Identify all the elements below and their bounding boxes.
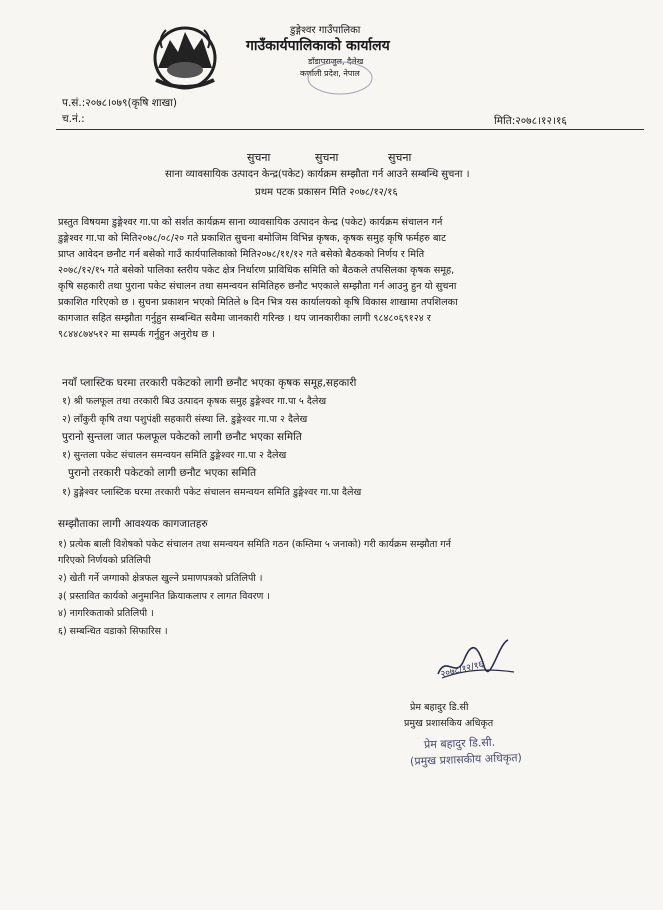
header-divider — [56, 129, 644, 130]
notice-word-2: सुचना — [315, 151, 339, 164]
signatory-name: प्रेम बहादुर डि.सी — [410, 702, 469, 713]
section-heading: पुरानो सुन्तला जात फलफूल पकेटको लागी छनौट भएका समिति — [62, 431, 302, 443]
document-item: ४) नागरिकताको प्रतिलिपी । — [58, 608, 154, 619]
municipality-name: डुङ्गेश्वर गाउँपालिका — [290, 25, 361, 36]
list-item: १) सुन्तला पकेट संचालन समन्वयन समिति डुङ्गेश्वर गा.पा २ दैलेख — [62, 450, 287, 461]
seal-title: (प्रमुख प्रशासकीय अधिकृत) — [409, 751, 523, 768]
body-line: कागजात सहित सम्झौता गर्नुहुन सम्बन्धित सवैमा जानकारी गरिन्छ । थप जानकारीका लागी ९८४८०६९१२४ र — [58, 313, 431, 324]
document-item: ६) सम्बन्धित वडाको सिफारिस । — [58, 626, 168, 637]
first-publication-date: प्रथम पटक प्रकासन मिति २०७८/१२/१६ — [255, 187, 398, 198]
list-item: १) डुङ्गेश्वर प्लास्टिक घरमा तरकारी पकेट संचालन समन्वयन समिति डुङ्गेश्वर गा.पा दैलेख — [62, 487, 362, 498]
list-item: १) श्री फलफूल तथा तरकारी बिउ उत्पादन कृषक समुह डुङ्गेश्वर गा.पा ५ दैलेख — [62, 396, 327, 407]
body-line: प्रकाशित गरिएको छ । सुचना प्रकाशन भएको मितिले ७ दिन भित्र यस कार्यालयको कृषि विकास शाखामा तपशिलका — [58, 297, 458, 308]
notice-subject: साना व्यावसायिक उत्पादन केन्द्र(पकेट) कार्यक्रम सम्झौता गर्न आउने सम्बन्धि सुचना । — [165, 169, 470, 180]
address-line-1: डाँडापराजुल, दैलेख — [308, 57, 364, 66]
dispatch-number: च.नं.: — [62, 113, 85, 125]
body-line: कृषि सहकारी तथा पुराना पकेट संचालन तथा समन्वयन समितिहरु छनौट भएकाले सम्झौता गर्न आउनु हुन यो सुचना — [58, 281, 457, 292]
notice-word-3: सुचना — [388, 151, 412, 164]
body-line: प्रस्तुत विषयमा डुङ्गेश्वर गा.पा को सर्शत कार्यक्रम साना व्यावसायिक उत्पादन केन्द्र (पकेट) कार्यक्रम संचालन गर्न — [58, 217, 443, 228]
handwritten-date: २०७८/१२/१६ — [439, 659, 485, 681]
body-line: ९८४४८७४५१२ मा सम्पर्क गर्नुहुन अनुरोध छ । — [58, 329, 215, 340]
seal-name: प्रेम बहादुर डि.सी. — [423, 735, 496, 752]
document-item: गरिएको निर्णयको प्रतिलिपी — [58, 555, 151, 566]
section-heading: पुरानो तरकारी पकेटको लागी छनौट भएका समिति — [68, 467, 257, 479]
body-line: २०७८/१२/१५ गते बसेको पालिका स्तरीय पकेट क्षेत्र निर्धारण प्राविधिक समिति को बैठकले तपसिलका कृषक समूह, — [58, 265, 455, 276]
section-heading: नयाँ प्लास्टिक घरमा तरकारी पकेटको लागी छनौट भएका कृषक समूह,सहकारी — [62, 377, 357, 389]
office-stamp-icon — [300, 58, 380, 98]
document-item: २) खेती गर्ने जग्गाको क्षेत्रफल खुल्ने प्रमाणपत्रको प्रतिलिपी । — [58, 573, 263, 584]
body-line: डुङ्गेश्वर गा.पा को मिति२०७८/०८/२० गते प्रकाशित सुचना बमोजिम विभिन्न कृषक, कृषक समुह कृषि फर्महरु बाट — [58, 233, 446, 244]
nepal-emblem-logo — [148, 18, 222, 94]
documents-heading: सम्झौताका लागी आवश्यक कागजातहरु — [58, 518, 208, 530]
signatory-title: प्रमुख प्रशासकिय अधिकृत — [404, 718, 494, 729]
notice-word-1: सुचना — [247, 151, 271, 164]
address-line-2: कर्णाली प्रदेश, नेपाल — [300, 69, 360, 78]
document-item: ३( प्रस्तावित कार्यको अनुमानित क्रियाकलाप र लागत विवरण । — [58, 591, 271, 602]
list-item: २) लाँकुरी कृषि तथा पशुपंक्षी सहकारी संस्था लि. डुङ्गेश्वर गा.पा २ दैलेख — [62, 414, 308, 425]
document-item: १) प्रत्येक बाली विशेषको पकेट संचालन तथा समन्वयन समिति गठन (कम्तिमा ५ जनाको) गरी कार्यक्रम सम्झौता गर्न — [58, 539, 451, 550]
office-title: गाउँकार्यपालिकाको कार्यालय — [246, 38, 390, 54]
reference-number: प.सं.:२०७८।०७९(कृषि शाखा) — [62, 97, 178, 109]
document-date: मिति:२०७८।१२।१६ — [494, 115, 567, 127]
body-line: प्राप्त आवेदन छनौट गर्न बसेको गाउँ कार्यपालिकाको मिति२०७८/११/१२ गते बसेको बैठकको निर्णय र मिति — [58, 249, 425, 260]
